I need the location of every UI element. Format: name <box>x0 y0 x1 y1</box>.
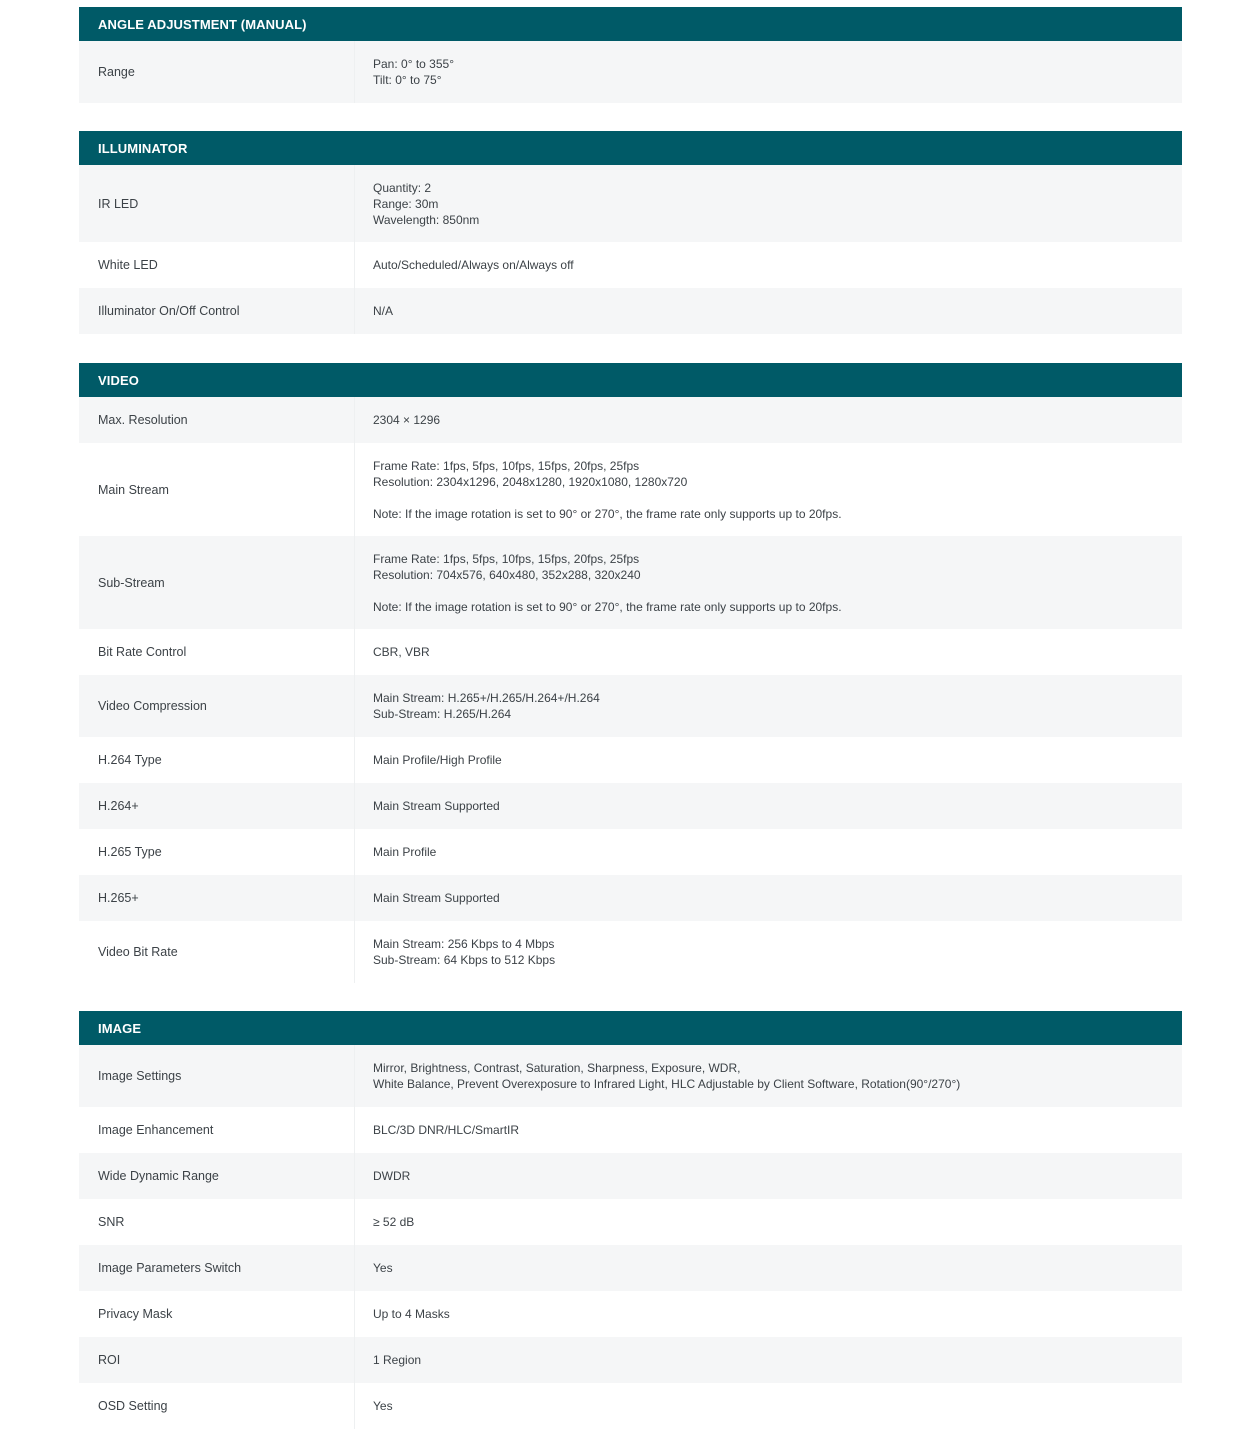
spec-label: Max. Resolution <box>79 397 355 443</box>
spec-label: Sub-Stream <box>79 536 355 629</box>
spec-value-line: Up to 4 Masks <box>373 1307 450 1321</box>
spec-label: Privacy Mask <box>79 1291 355 1337</box>
spec-value-line: CBR, VBR <box>373 645 430 659</box>
spec-value-line: Yes <box>373 1399 393 1413</box>
spec-label: H.264 Type <box>79 737 355 783</box>
spec-value-line: Wavelength: 850nm <box>373 212 480 227</box>
spec-row <box>79 1245 1182 1291</box>
spec-row <box>79 629 1182 675</box>
spec-label: Bit Rate Control <box>79 629 355 675</box>
spec-label: Range <box>79 41 355 103</box>
spec-value-line: Yes <box>373 1261 393 1275</box>
spec-value <box>355 629 1182 675</box>
spec-row <box>79 675 1182 737</box>
spec-value-line: DWDR <box>373 1169 411 1183</box>
spec-value-line: White Balance, Prevent Overexposure to Infrared Light, HLC Adjustable by Client Software, Rotation(90°/270°) <box>373 1077 961 1091</box>
spec-label: White LED <box>79 242 355 288</box>
spec-value-line: Main Stream: 256 Kbps to 4 Mbps <box>373 937 555 951</box>
spec-value <box>355 1199 1182 1245</box>
spec-value-line: Main Stream Supported <box>373 799 500 813</box>
spec-row <box>79 921 1182 983</box>
spec-value <box>355 41 1182 103</box>
spec-row <box>79 288 1182 334</box>
spec-value-line: Note: If the image rotation is set to 90° or 270°, the frame rate only supports up to 20fps. <box>373 599 842 614</box>
spec-value-line: N/A <box>373 304 394 318</box>
spec-value <box>355 675 1182 737</box>
spec-value <box>355 783 1182 829</box>
section-image <box>79 1011 1182 1429</box>
spec-value <box>355 829 1182 875</box>
spec-value-spacer <box>373 490 1182 506</box>
spec-value <box>355 397 1182 443</box>
spec-value <box>355 1245 1182 1291</box>
spec-row <box>79 1383 1182 1429</box>
spec-value-line: Main Stream: H.265+/H.265/H.264+/H.264 <box>373 691 600 705</box>
spec-value-line: Mirror, Brightness, Contrast, Saturation, Sharpness, Exposure, WDR, <box>373 1061 741 1075</box>
spec-row <box>79 242 1182 288</box>
spec-row <box>79 41 1182 103</box>
section-illuminator <box>79 131 1182 334</box>
spec-row <box>79 397 1182 443</box>
spec-row <box>79 1337 1182 1383</box>
section-header: IMAGE <box>79 1011 1182 1045</box>
spec-label: SNR <box>79 1199 355 1245</box>
spec-label: Illuminator On/Off Control <box>79 288 355 334</box>
spec-value-line: Auto/Scheduled/Always on/Always off <box>373 258 574 272</box>
spec-label: Video Compression <box>79 675 355 737</box>
spec-value-line: 1 Region <box>373 1353 422 1367</box>
spec-row <box>79 783 1182 829</box>
spec-value-line: Main Profile <box>373 845 437 859</box>
spec-value <box>355 1107 1182 1153</box>
spec-value <box>355 737 1182 783</box>
spec-label: H.264+ <box>79 783 355 829</box>
spec-value <box>355 288 1182 334</box>
spec-value <box>355 1045 1182 1107</box>
section-header: ILLUMINATOR <box>79 131 1182 165</box>
spec-row <box>79 1199 1182 1245</box>
spec-row <box>79 1291 1182 1337</box>
spec-value-line: Tilt: 0° to 75° <box>373 73 442 87</box>
spec-label: IR LED <box>79 165 355 242</box>
spec-label: ROI <box>79 1337 355 1383</box>
spec-row <box>79 737 1182 783</box>
spec-value-spacer <box>373 583 1182 599</box>
spec-label: Image Enhancement <box>79 1107 355 1153</box>
spec-row <box>79 1153 1182 1199</box>
spec-value-line: Main Stream Supported <box>373 891 500 905</box>
spec-value-line: Pan: 0° to 355° <box>373 57 454 71</box>
spec-value-line: 2304 × 1296 <box>373 413 441 427</box>
spec-value-line: Range: 30m <box>373 196 439 211</box>
spec-value-line: Main Profile/High Profile <box>373 753 502 767</box>
spec-value-line: Frame Rate: 1fps, 5fps, 10fps, 15fps, 20fps, 25fps <box>373 551 640 566</box>
spec-value-line: BLC/3D DNR/HLC/SmartIR <box>373 1123 520 1137</box>
section-video <box>79 363 1182 983</box>
spec-value-line: ≥ 52 dB <box>373 1215 415 1229</box>
spec-value <box>355 1153 1182 1199</box>
spec-value-line: Frame Rate: 1fps, 5fps, 10fps, 15fps, 20fps, 25fps <box>373 458 640 473</box>
spec-value-line: Quantity: 2 <box>373 180 432 195</box>
spec-value-line: Sub-Stream: 64 Kbps to 512 Kbps <box>373 953 556 967</box>
spec-value-line: Note: If the image rotation is set to 90° or 270°, the frame rate only supports up to 20fps. <box>373 506 842 521</box>
spec-value <box>355 1383 1182 1429</box>
spec-value <box>355 443 1182 536</box>
spec-row <box>79 1107 1182 1153</box>
spec-label: OSD Setting <box>79 1383 355 1429</box>
spec-value <box>355 165 1182 242</box>
spec-row <box>79 536 1182 629</box>
section-header: ANGLE ADJUSTMENT (MANUAL) <box>79 7 1182 41</box>
spec-row <box>79 165 1182 242</box>
spec-value <box>355 1337 1182 1383</box>
spec-value <box>355 875 1182 921</box>
spec-label: Main Stream <box>79 443 355 536</box>
spec-value <box>355 1291 1182 1337</box>
spec-value <box>355 242 1182 288</box>
spec-label: H.265 Type <box>79 829 355 875</box>
spec-value-line: Resolution: 704x576, 640x480, 352x288, 320x240 <box>373 567 641 582</box>
section-header: VIDEO <box>79 363 1182 397</box>
spec-label: Wide Dynamic Range <box>79 1153 355 1199</box>
spec-value-line: Resolution: 2304x1296, 2048x1280, 1920x1080, 1280x720 <box>373 474 688 489</box>
spec-row <box>79 1045 1182 1107</box>
spec-label: H.265+ <box>79 875 355 921</box>
spec-row <box>79 829 1182 875</box>
spec-row <box>79 443 1182 536</box>
section-angle-adjustment-manual <box>79 7 1182 103</box>
spec-value <box>355 921 1182 983</box>
spec-value <box>355 536 1182 629</box>
spec-row <box>79 875 1182 921</box>
spec-value-line: Sub-Stream: H.265/H.264 <box>373 707 512 721</box>
spec-label: Video Bit Rate <box>79 921 355 983</box>
spec-label: Image Settings <box>79 1045 355 1107</box>
spec-label: Image Parameters Switch <box>79 1245 355 1291</box>
